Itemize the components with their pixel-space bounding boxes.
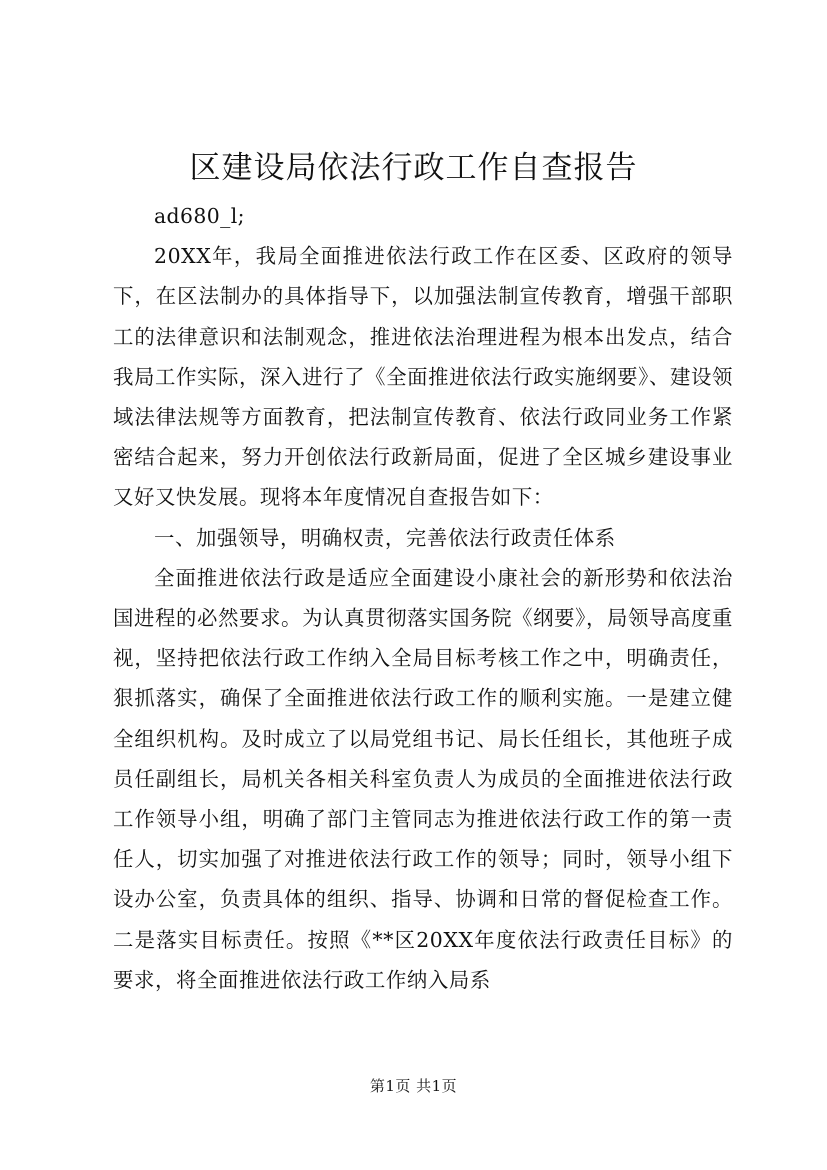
document-title: 区建设局依法行政工作自查报告 xyxy=(189,150,638,186)
reference-code: ad680_l; xyxy=(154,204,245,228)
paragraph-intro: 20XX年，我局全面推进依法行政工作在区委、区政府的领导下，在区法制办的具体指导下，以加强法制宣传教育，增强干部职工的法律意识和法制观念，推进依法治理进程为根本出发点，结合我局工作实际，深入进行了《全面推进依法行政实施纲要》、建设领域法律法规等方面教育，把法制宣传教育、依法行政同业务工作紧密结合起来，努力开创依法行政新局面，促进了全区城乡建设事业又好又快发展。现将本年度情况自查报告如下： xyxy=(113,244,733,510)
paragraph-section-one: 全面推进依法行政是适应全面建设小康社会的新形势和依法治国进程的必然要求。为认真贯彻落实国务院《纲要》，局领导高度重视，坚持把依法行政工作纳入全局目标考核工作之中，明确责任，狠抓落实，确保了全面推进依法行政工作的顺利实施。一是建立健全组织机构。及时成立了以局党组书记、局长任组长，其他班子成员任副组长，局机关各相关科室负责人为成员的全面推进依法行政工作领导小组，明确了部门主管同志为推进依法行政工作的第一责任人，切实加强了对推进依法行政工作的领导；同时，领导小组下设办公室，负责具体的组织、指导、协调和日常的督促检查工作。二是落实目标责任。按照《**区20XX年度依法行政责任目标》的要求，将全面推进依法行政工作纳入局系 xyxy=(113,565,733,992)
document-body xyxy=(113,196,733,1000)
section-heading: 一、加强领导，明确权责，完善依法行政责任体系 xyxy=(154,525,616,550)
page-number-footer: 第1页 共1页 xyxy=(369,1077,458,1095)
